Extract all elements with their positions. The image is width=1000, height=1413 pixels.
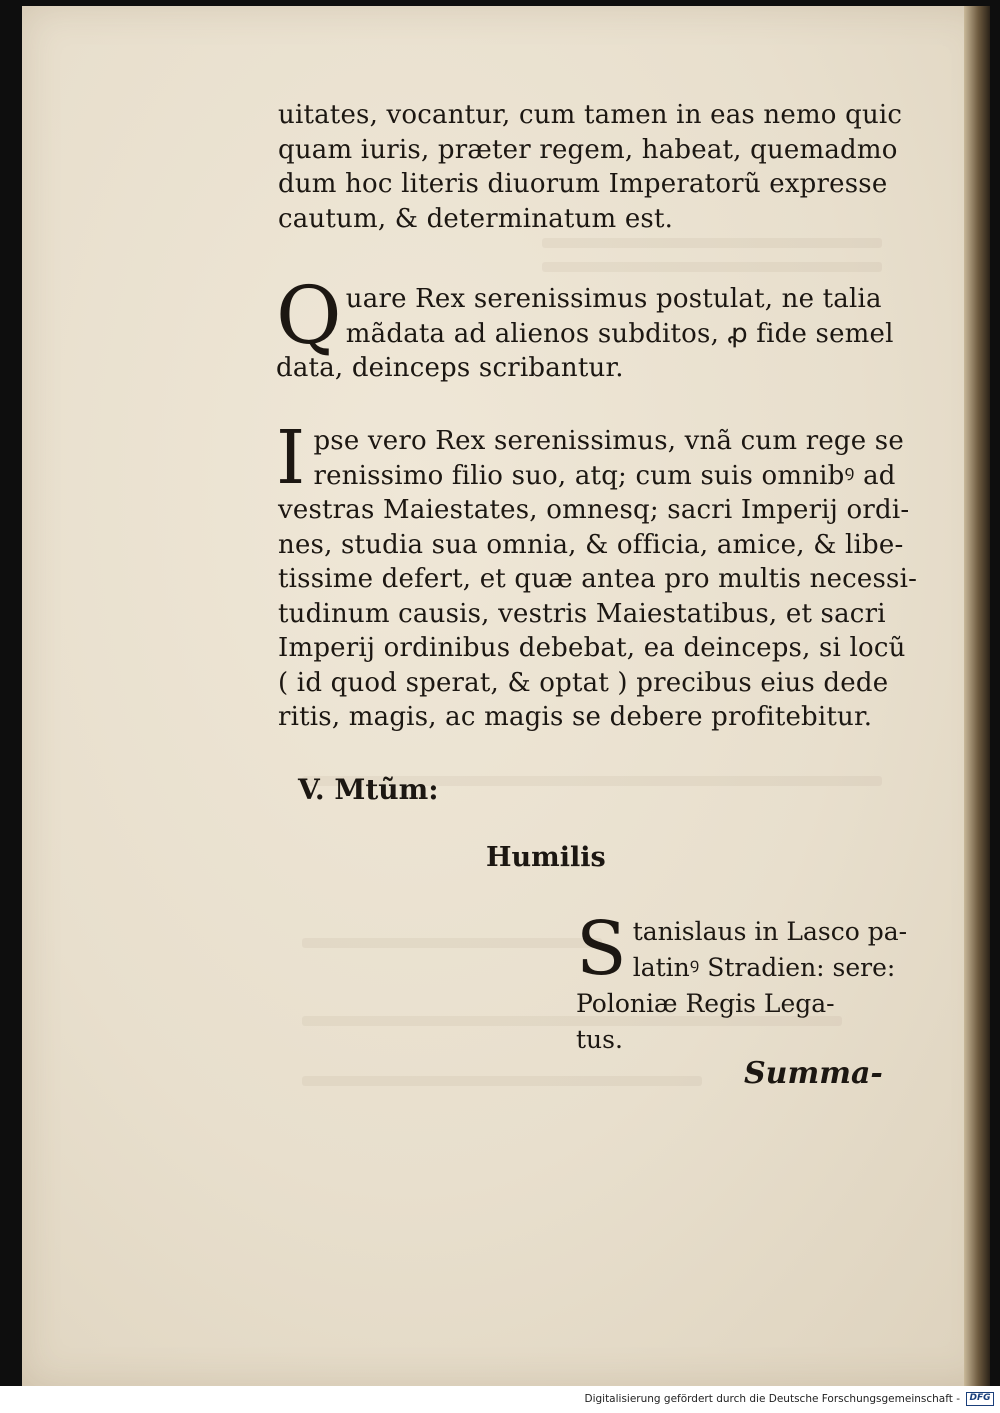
text-line: uitates, vocantur, cum tamen in eas nemo quic (278, 100, 903, 130)
humilis-line: Humilis (486, 842, 606, 873)
text-line: pse vero Rex serenissimus, vnã cum rege se (313, 426, 904, 456)
text-line: dum hoc literis diuorum Imperatorũ expresse (278, 169, 888, 199)
closing-salutation: V. Mtũm: (298, 773, 439, 806)
text-line: tanislaus in Lasco pa- (632, 917, 908, 946)
footer-bar (0, 1386, 1000, 1413)
text-line: nes, studia sua omnia, & officia, amice, & libe- (278, 529, 904, 560)
drop-cap: I (276, 415, 306, 501)
page-gutter (964, 6, 990, 1386)
footer-credit: Digitalisierung gefördert durch die Deutsche Forschungsgemeinschaft - (584, 1393, 960, 1405)
text-line: tissime defert, et quæ antea pro multis necessi- (278, 564, 918, 594)
bleed-through (542, 238, 882, 248)
text-line: quam iuris, præter regem, habeat, quemadmo (278, 134, 898, 165)
text-line: cautum, & determinatum est. (278, 203, 674, 234)
text-line: latinꝰ Stradien: sere: (632, 953, 896, 982)
drop-cap: S (576, 906, 627, 992)
text-line: Poloniæ Regis Lega- (576, 989, 835, 1018)
text-line: ritis, magis, ac magis se debere profitebitur. (278, 702, 873, 732)
text-line: uare Rex serenissimus postulat, ne talia (345, 284, 882, 314)
text-line: renissimo filio suo, atq; cum suis omnibꝰ ad (313, 460, 896, 491)
text-line: mãdata ad alienos subditos, ꝓ fide semel (345, 318, 894, 349)
paragraph-3 (276, 415, 918, 735)
drop-cap: Q (276, 269, 342, 362)
dfg-logo-icon: DFG (966, 1392, 994, 1406)
text-line: tudinum causis, vestris Maiestatibus, et sacri (278, 598, 886, 629)
paragraph-2 (276, 269, 894, 386)
catchword: Summa- (744, 1056, 883, 1091)
text-line: data, deinceps scribantur. (276, 353, 624, 383)
signature-block (576, 906, 908, 1058)
text-line: tus. (576, 1025, 623, 1054)
bleed-through (302, 1076, 702, 1086)
bleed-through (302, 938, 602, 948)
bleed-through (542, 262, 882, 272)
text-line: Imperij ordinibus debebat, ea deinceps, si locũ (278, 633, 906, 663)
text-line: vestras Maiestates, omnesq; sacri Imperij ordi- (278, 495, 910, 525)
paragraph-1 (278, 98, 903, 236)
text-line: ( id quod sperat, & optat ) precibus eius dede (278, 667, 889, 698)
